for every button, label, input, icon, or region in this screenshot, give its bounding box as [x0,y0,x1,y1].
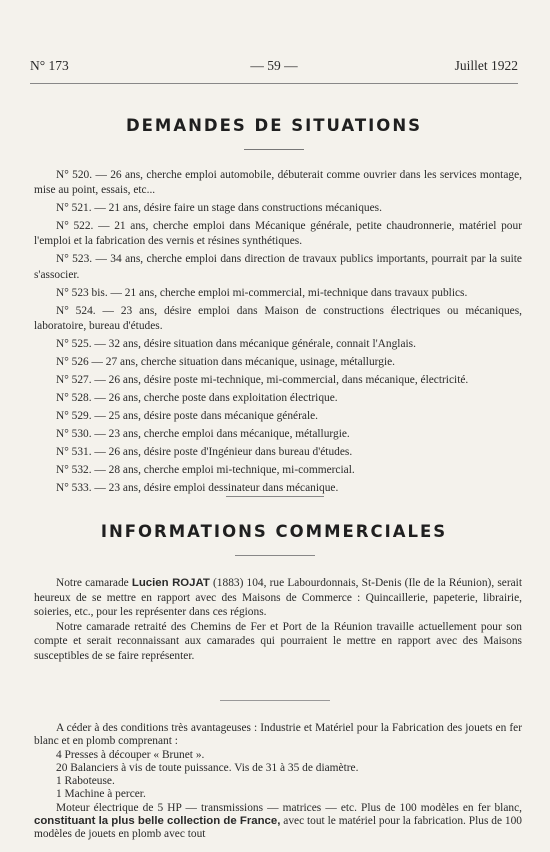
text-fragment: (1883) 104, rue Labourdonnais, St-Denis (Ile de la Réunion), serait heureux de se mettre en rapport avec des Maisons de Commerce : Quincaillerie, papeterie, librairie, soieries, etc., pour les représenter dans ces régions. [34,577,522,618]
list-item: N° 523 bis. — 21 ans, cherche emploi mi-commercial, mi-technique dans travaux publics. [56,286,468,299]
person-name: Lucien ROJAT [131,577,210,589]
commercial-info [34,576,522,663]
sale-line: 20 Balanciers à vis de toute puissance. Vis de 31 à 35 de diamètre. [56,761,359,774]
list-item: N° 522. — 21 ans, cherche emploi dans Mécanique générale, petite chaudronnerie, matériel pour l'emploi et la fabrication des vernis et résines synthétiques. [34,220,522,248]
situation-requests-list [34,168,522,499]
page-number: — 59 — [250,58,298,73]
section-title-demandes: DEMANDES DE SITUATIONS [125,116,423,135]
title-underline [235,555,315,556]
sale-line: 1 Raboteuse. [56,775,115,788]
bold-phrase: constituant la plus belle collection de France, [34,815,281,828]
list-item: N° 529. — 25 ans, désire poste dans mécanique générale. [56,409,319,422]
section-divider [220,700,330,701]
info-paragraph: Notre camarade retraité des Chemins de Fer et Port de la Réunion travaille actuellement pour son compte et serait reconnaissant aux camarades qui pourraient le mettre en rapport avec des Maisons susceptibles de se faire représenter. [34,620,522,662]
list-item: N° 532. — 28 ans, cherche emploi mi-technique, mi-commercial. [56,463,355,476]
section-divider [226,496,324,497]
title-underline [244,149,304,150]
list-item: N° 523. — 34 ans, cherche emploi dans direction de travaux publics importants, pourrait par la suite s'associer. [34,253,522,281]
list-item: N° 525. — 32 ans, désire situation dans mécanique générale, connait l'Anglais. [56,337,416,350]
page-header [30,58,518,78]
sale-line: 1 Machine à percer. [56,788,146,801]
list-item: N° 521. — 21 ans, désire faire un stage dans constructions mécaniques. [56,202,382,215]
issue-number: N° 173 [30,58,69,73]
list-item: N° 533. — 23 ans, désire emploi dessinateur dans mécanique. [56,481,339,494]
list-item: N° 527. — 26 ans, désire poste mi-technique, mi-commercial, dans mécanique, électricité. [56,373,469,386]
sale-line: 4 Presses à découper « Brunet ». [56,748,205,761]
text-fragment: Moteur électrique de 5 HP — transmissions — matrices — etc. Plus de 100 modèles en fer blanc, [56,801,522,814]
sale-line: A céder à des conditions très avantageuses : Industrie et Matériel pour la Fabrication des jouets en fer blanc et en plomb comprenant : [34,722,522,748]
section-title-informations: INFORMATIONS COMMERCIALES [100,522,448,541]
list-item: N° 530. — 23 ans, cherche emploi dans mécanique, métallurgie. [56,427,350,440]
list-item: N° 528. — 26 ans, cherche poste dans exploitation électrique. [56,391,338,404]
info-paragraph [34,576,522,620]
text-fragment: avec tout le matériel pour la fabrication. Plus de 100 modèles de jouets en plomb avec tout [34,815,522,841]
list-item: N° 526 — 27 ans, cherche situation dans mécanique, usinage, métallurgie. [56,355,396,368]
list-item: N° 520. — 26 ans, cherche emploi automobile, débuterait comme ouvrier dans les services montage, mise au point, essais, etc... [34,169,522,197]
header-rule [30,83,518,84]
issue-date: Juillet 1922 [454,58,518,73]
list-item: N° 531. — 26 ans, désire poste d'Ingénieur dans bureau d'études. [56,445,353,458]
sale-line [34,802,522,842]
list-item: N° 524. — 23 ans, désire emploi dans Maison de constructions électriques ou mécaniques, laboratoire, bureau d'études. [34,304,522,332]
text-fragment: Notre camarade [56,577,129,589]
sale-notice [34,722,522,842]
